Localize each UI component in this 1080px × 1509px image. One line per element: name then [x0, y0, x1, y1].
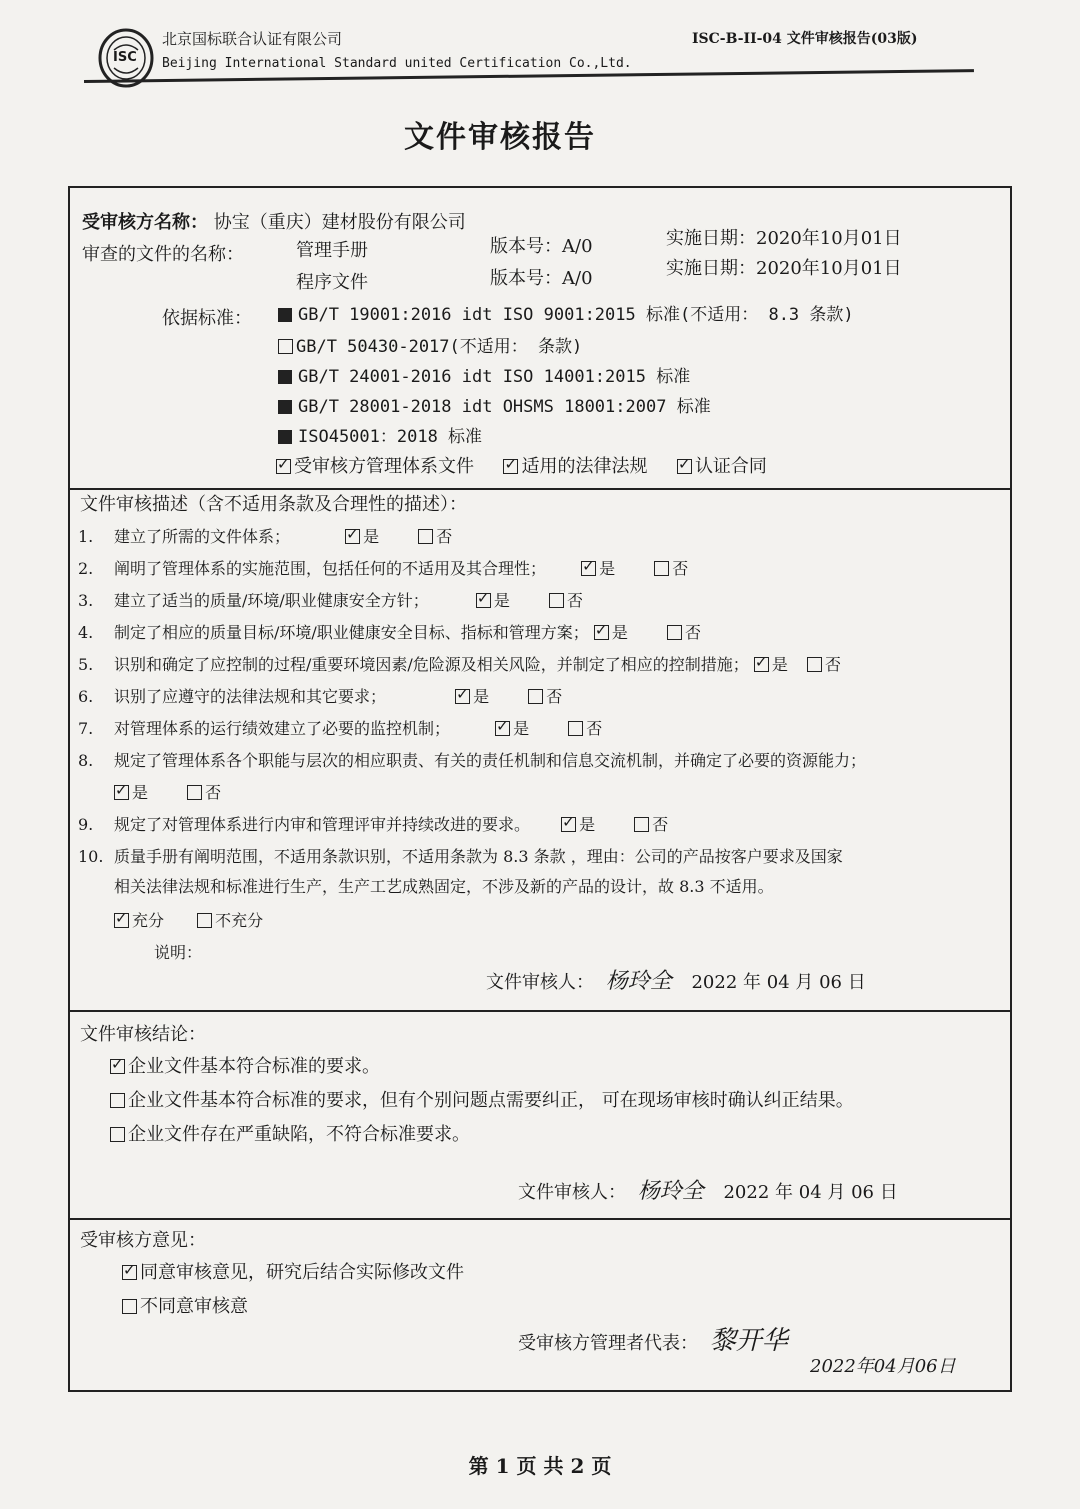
review-item: 3. 建立了适当的质量/环境/职业健康安全方针； ✓ 是 否	[78, 588, 583, 611]
opinion-option: ✓同意审核意见，研究后结合实际修改文件	[122, 1258, 464, 1284]
standard-item: ISO45001：2018 标准	[278, 422, 482, 447]
conclusion-option: 企业文件基本符合标准的要求，但有个别问题点需要纠正， 可在现场审核时确认纠正结果。	[110, 1086, 854, 1112]
representative-signature: 黎开华	[709, 1326, 788, 1356]
review-item: 6. 识别了应遵守的法律法规和其它要求； ✓ 是 否	[78, 684, 562, 707]
info-section	[68, 186, 1012, 490]
review-item: 5. 识别和确定了应控制的过程/重要环境因素/危险源及相关风险，并制定了相应的控制措施； ✓ 是 否	[78, 652, 841, 675]
empty-checkbox-icon	[807, 657, 822, 672]
company-name-en: Beijing International Standard united Certification Co.,Ltd.	[162, 56, 632, 71]
reviewer-signature: 杨玲全	[605, 969, 672, 994]
conclusion-section	[68, 1012, 1012, 1220]
checked-checkbox-icon	[677, 459, 692, 474]
doc-version: 版本号：A/0	[490, 268, 593, 289]
empty-checkbox-icon	[278, 339, 293, 354]
filled-square-icon	[278, 308, 292, 322]
empty-checkbox-icon	[110, 1093, 125, 1108]
page-title: 文件审核报告	[404, 120, 596, 155]
filled-square-icon	[278, 400, 292, 414]
checked-checkbox-icon	[503, 459, 518, 474]
review-item: 10. 质量手册有阐明范围，不适用条款识别，不适用条款为 8.3 条款 ，理由：公司的产品按客户要求及国家	[78, 847, 843, 866]
filled-square-icon	[278, 430, 292, 444]
empty-checkbox-icon	[418, 529, 433, 544]
note-label: 说明：	[154, 943, 203, 962]
checked-checkbox-icon	[114, 913, 129, 928]
empty-checkbox-icon	[110, 1127, 125, 1142]
opinion-signoff: 受审核方管理者代表： 黎开华	[518, 1320, 788, 1357]
auditee-value: 协宝（重庆）建材股份有限公司	[213, 212, 466, 233]
review-item: 4. 制定了相应的质量目标/环境/职业健康安全目标、指标和管理方案； ✓ 是 否	[78, 620, 701, 643]
review-item: 1. 建立了所需的文件体系； ✓ 是 否	[78, 524, 452, 547]
review-item: 8. 规定了管理体系各个职能与层次的相应职责、有关的责任机制和信息交流机制，并确定了必要的资源能力；	[78, 751, 867, 770]
conclusion-signoff: 文件审核人： 杨玲全 2022 年 04 月 06 日	[518, 1174, 898, 1205]
checked-checkbox-icon	[754, 657, 769, 672]
checked-checkbox-icon	[122, 1265, 137, 1280]
doc-version: 版本号：A/0	[490, 236, 593, 257]
docs-label: 审查的文件的名称：	[82, 244, 244, 265]
standard-item: GB/T 19001:2016 idt ISO 9001:2015 标准(不适用： 8.3 条款)	[278, 300, 854, 325]
review-item-10-cont: 相关法律法规和标准进行生产，生产工艺成熟固定，不涉及新的产品的设计，故 8.3 不适用。	[114, 877, 774, 896]
page-number: 第 1 页 共 2 页	[468, 1454, 612, 1478]
checked-checkbox-icon	[561, 817, 576, 832]
checked-checkbox-icon	[455, 689, 470, 704]
checked-checkbox-icon	[110, 1059, 125, 1074]
review-heading: 文件审核描述（含不适用条款及合理性的描述）：	[80, 494, 467, 515]
opinion-option: 不同意审核意	[122, 1292, 248, 1318]
standard-item: GB/T 24001-2016 idt ISO 14001:2015 标准	[278, 362, 690, 387]
standard-item: GB/T 50430-2017(不适用： 条款)	[278, 332, 582, 357]
opinion-section	[68, 1220, 1012, 1392]
empty-checkbox-icon	[187, 785, 202, 800]
basis-label: 依据标准：	[162, 308, 252, 329]
sufficiency-row: ✓充分 不充分	[114, 908, 263, 931]
empty-checkbox-icon	[654, 561, 669, 576]
conclusion-heading: 文件审核结论：	[80, 1024, 206, 1045]
review-item: 2. 阐明了管理体系的实施范围，包括任何的不适用及其合理性； ✓ 是 否	[78, 556, 688, 579]
conclusion-date: 2022 年 04 月 06 日	[723, 1182, 898, 1203]
reviewer-signature: 杨玲全	[637, 1179, 704, 1204]
logo-text: ISC	[113, 50, 137, 65]
conclusion-option: ✓企业文件基本符合标准的要求。	[110, 1052, 380, 1078]
doc-name: 程序文件	[296, 272, 368, 293]
opinion-heading: 受审核方意见：	[80, 1230, 206, 1251]
checked-checkbox-icon	[114, 785, 129, 800]
checked-checkbox-icon	[345, 529, 360, 544]
checked-checkbox-icon	[581, 561, 596, 576]
empty-checkbox-icon	[549, 593, 564, 608]
review-date: 2022 年 04 月 06 日	[691, 972, 866, 993]
filled-square-icon	[278, 370, 292, 384]
doc-date: 实施日期：2020年10月01日	[666, 228, 902, 249]
document-code: ISC-B-II-04 文件审核报告(03版)	[692, 31, 918, 47]
checked-checkbox-icon	[476, 593, 491, 608]
conclusion-option: 企业文件存在严重缺陷，不符合标准要求。	[110, 1120, 470, 1146]
opinion-date: 2022年04月06日	[810, 1356, 956, 1377]
checked-checkbox-icon	[594, 625, 609, 640]
empty-checkbox-icon	[197, 913, 212, 928]
auditee-label: 受审核方名称：	[82, 212, 208, 233]
empty-checkbox-icon	[568, 721, 583, 736]
review-signoff: 文件审核人： 杨玲全 2022 年 04 月 06 日	[486, 964, 866, 995]
checked-checkbox-icon	[276, 459, 291, 474]
checked-checkbox-icon	[495, 721, 510, 736]
review-item-8-answers: ✓是 否	[114, 780, 221, 803]
company-name-cn: 北京国标联合认证有限公司	[162, 30, 343, 48]
empty-checkbox-icon	[667, 625, 682, 640]
review-item: 9. 规定了对管理体系进行内审和管理评审并持续改进的要求。 ✓ 是 否	[78, 812, 668, 835]
basis-extra-row: ✓受审核方管理体系文件 ✓ 适用的法律法规 ✓ 认证合同	[276, 452, 767, 478]
empty-checkbox-icon	[122, 1299, 137, 1314]
empty-checkbox-icon	[634, 817, 649, 832]
standard-item: GB/T 28001-2018 idt OHSMS 18001:2007 标准	[278, 392, 711, 417]
header-divider	[84, 69, 974, 83]
doc-date: 实施日期：2020年10月01日	[666, 258, 902, 279]
review-section	[68, 488, 1012, 1012]
empty-checkbox-icon	[528, 689, 543, 704]
review-item: 7. 对管理体系的运行绩效建立了必要的监控机制； ✓ 是 否	[78, 716, 602, 739]
doc-name: 管理手册	[296, 240, 368, 261]
